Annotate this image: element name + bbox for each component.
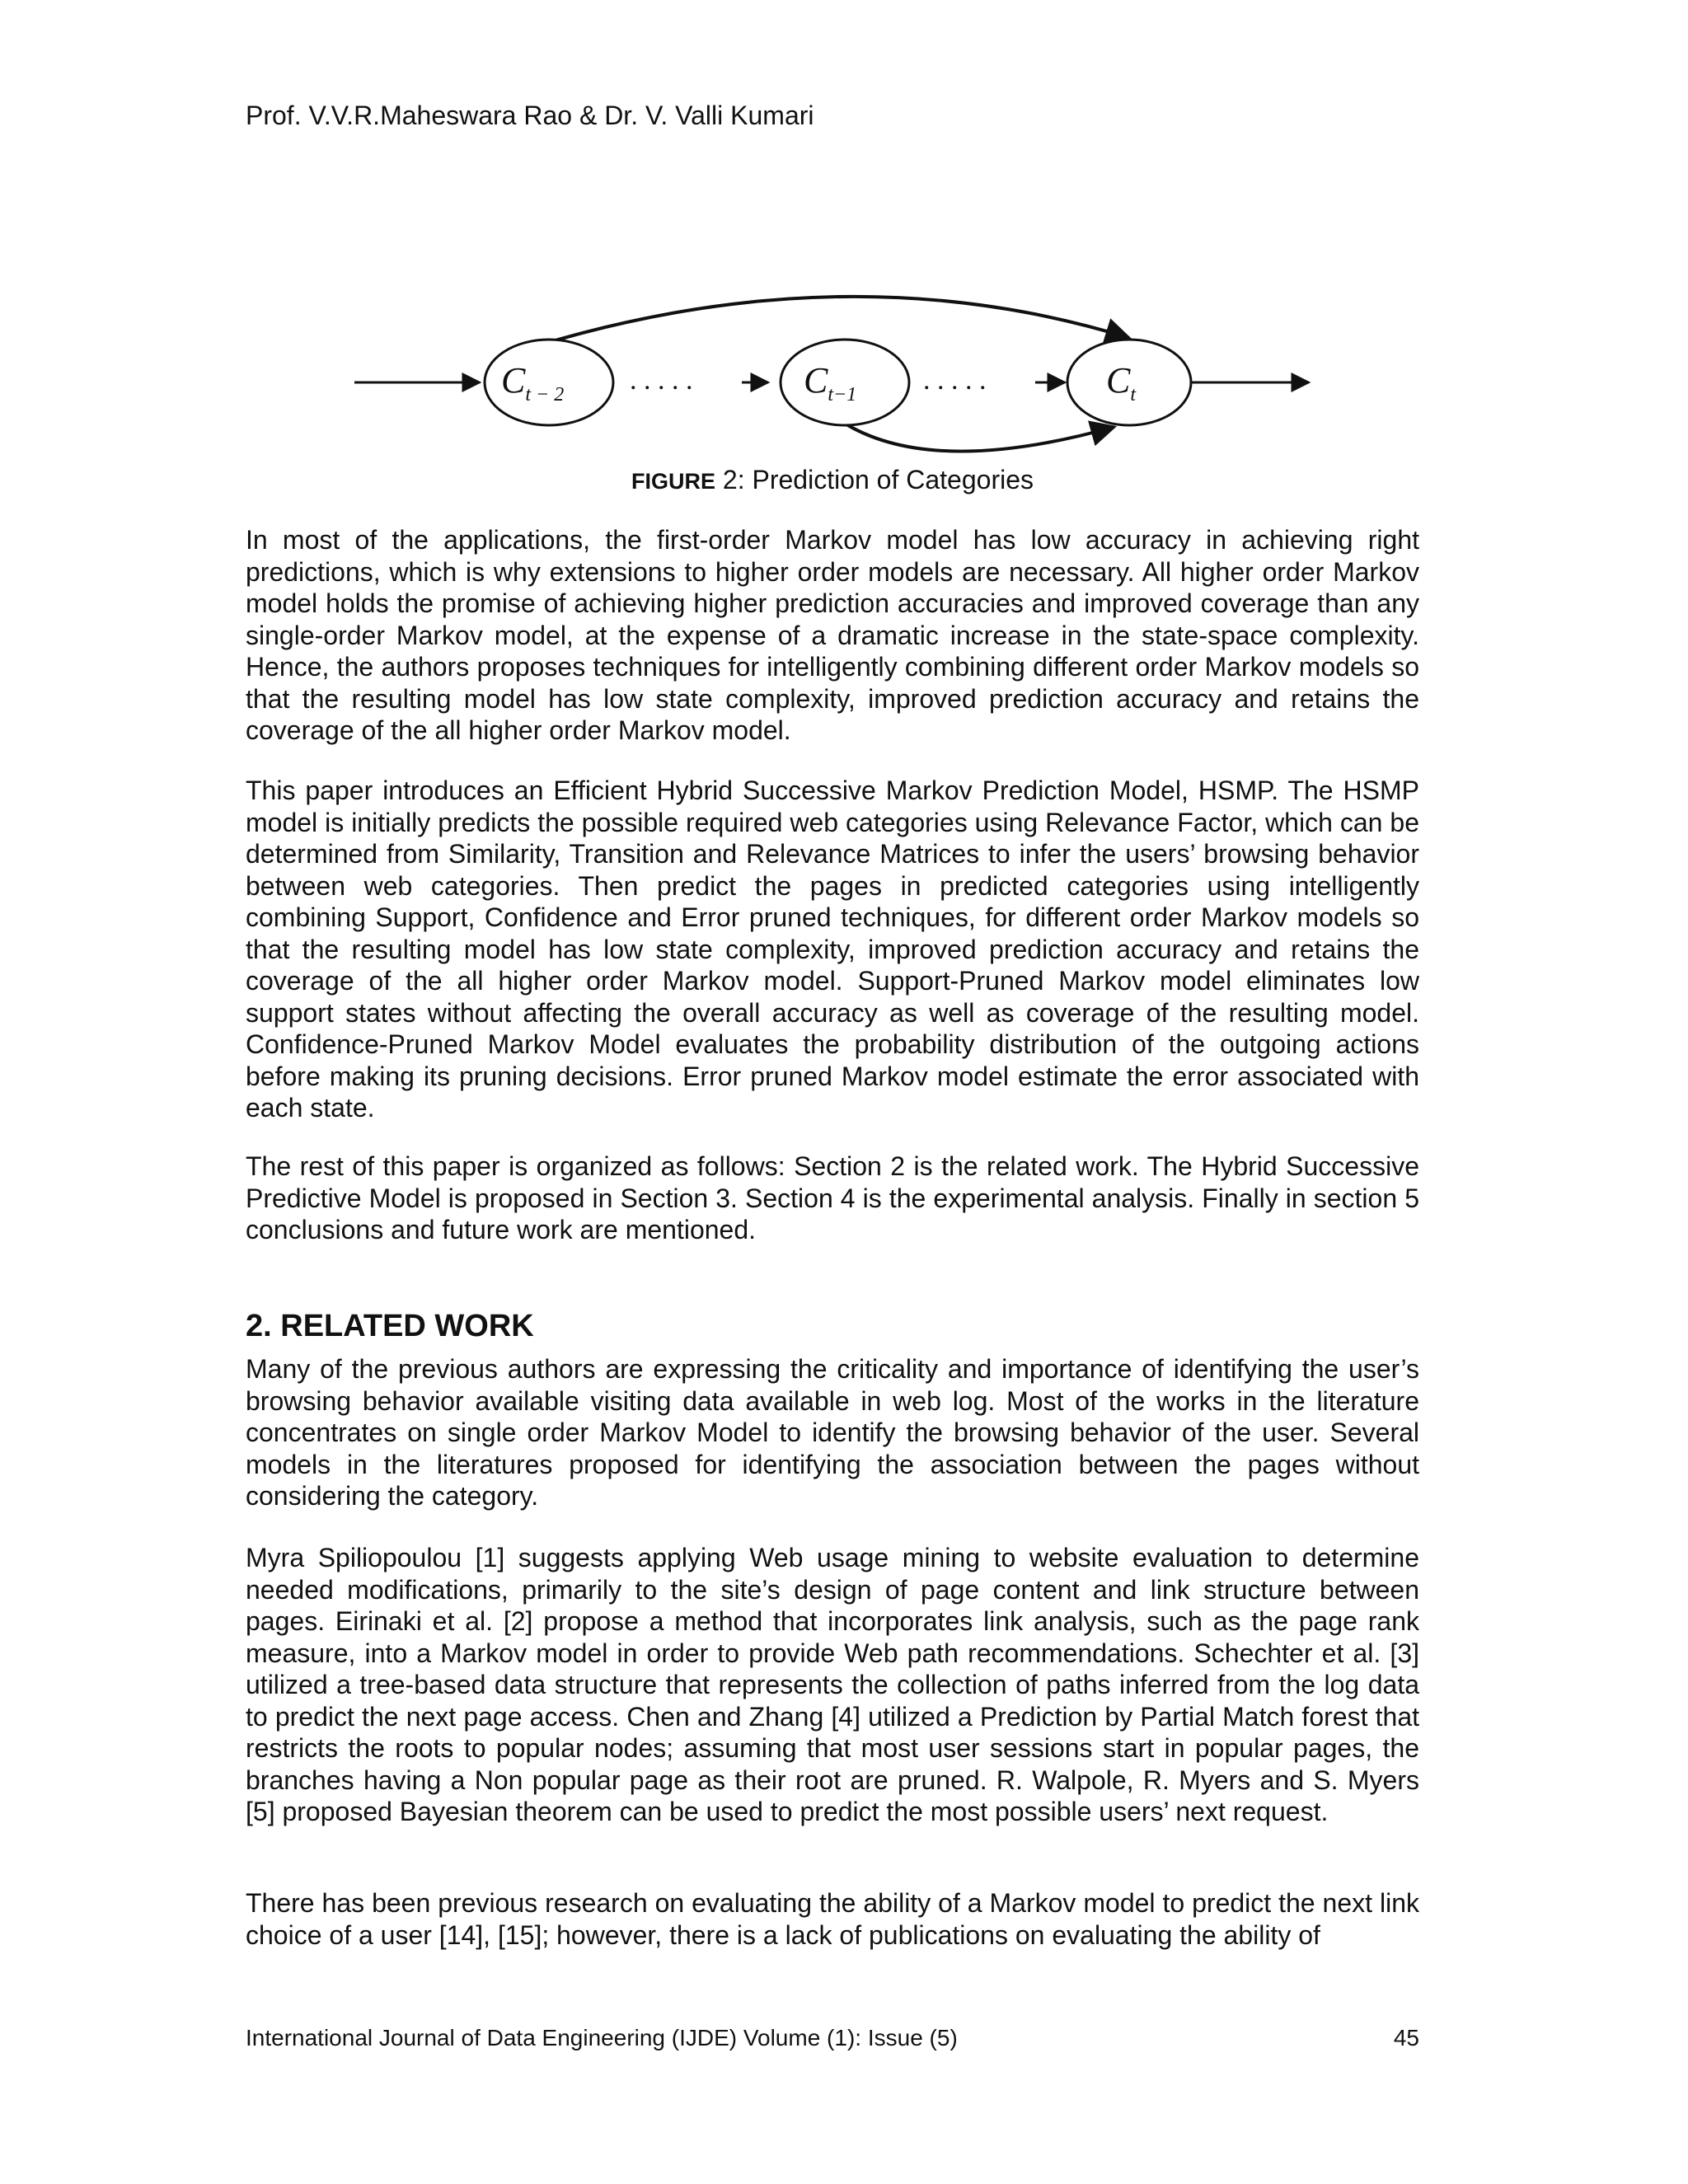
node-1-symbol: C (501, 360, 526, 401)
dots-connector-1: . . . . . (630, 365, 693, 396)
paragraph-previous-research: There has been previous research on evaluating the ability of a Markov model to predict the next link choice of a user [14], [15]; however, there is a lack of publications on evaluating the ability of (246, 1888, 1419, 1950)
node-2-subscript: t−1 (828, 384, 857, 405)
paragraph-paper-organization: The rest of this paper is organized as follows: Section 2 is the related work. The Hybrid Successive Predictive Model is proposed in Section 3. Section 4 is the experimental analysis. Finally in section 5 conclusions and future work are mentioned. (246, 1151, 1419, 1244)
arc-top (536, 297, 1129, 346)
paragraph-related-work-intro: Many of the previous authors are expressing the criticality and importance of identifying the user’s browsing behavior available visiting data available in web log. Most of the works in the literature concentrates on single order Markov Model to identify the browsing behavior of the user. Several models in the literatures proposed for identifying the association between the pages without considering the category. (246, 1354, 1419, 1511)
figure-caption-text: Prediction of Categories (752, 465, 1034, 494)
dots-connector-2: . . . . . (923, 365, 987, 396)
figure-caption-number: 2: (722, 465, 745, 494)
paragraph-first-order-markov: In most of the applications, the first-order Markov model has low accuracy in achieving right predictions, which is why extensions to higher order models are necessary. All higher order Markov model holds the promise of achieving higher prediction accuracies and improved coverage than any single-order Markov model, at the expense of a dramatic increase in the state-space complexity. Hence, the authors proposes techniques for intelligently combining different order Markov models so that the resulting model has low state complexity, improved prediction accuracy and retains the coverage of the all higher order Markov model. (246, 525, 1419, 745)
node-3-symbol: C (1106, 360, 1131, 401)
paragraph-hsmp-introduction: This paper introduces an Efficient Hybrid Successive Markov Prediction Model, HSMP. The HSMP model is initially predicts the possible required web categories using Relevance Factor, which can be determined from Similarity, Transition and Relevance Matrices to infer the users’ browsing behavior between web categories. Then predict the pages in predicted categories using intelligently combining Support, Confidence and Error pruned techniques, for different order Markov models so that the resulting model has low state complexity, improved prediction accuracy and retains the coverage of the all higher order Markov model. Support-Pruned Markov model eliminates low support states without affecting the overall accuracy as well as coverage of the resulting model. Confidence-Pruned Markov Model evaluates the probability distribution of the outgoing actions before making its pruning decisions. Error pruned Markov model estimate the error associated with each state. (246, 776, 1419, 1122)
footer-page-number: 45 (1393, 2025, 1419, 2050)
section-heading-related-work: 2. RELATED WORK (246, 1309, 534, 1343)
markov-chain-figure (354, 280, 1319, 470)
paragraph-related-work-citations: Myra Spiliopoulou [1] suggests applying Web usage mining to website evaluation to determine needed modifications, primarily to the site’s design of page content and link structure between pages. Eirinaki et al. [2] propose a method that incorporates link analysis, such as the page rank measure, into a Markov model in order to provide Web path recommendations. Schechter et al. [3] utilized a tree-based data structure that represents the collection of paths inferred from the log data to predict the next page access. Chen and Zhang [4] utilized a Prediction by Partial Match forest that restricts the roots to popular nodes; assuming that most user sessions start in popular pages, the branches having a Non popular page as their root are pruned. R. Walpole, R. Myers and S. Myers [5] proposed Bayesian theorem can be used to predict the most possible users’ next request. (246, 1543, 1419, 1826)
running-header-authors: Prof. V.V.R.Maheswara Rao & Dr. V. Valli Kumari (246, 101, 814, 130)
node-c-t-minus-1 (781, 340, 909, 425)
arc-bottom (842, 422, 1114, 452)
figure-caption (246, 463, 1419, 498)
markov-chain-diagram (354, 280, 1319, 470)
node-1-subscript: t − 2 (525, 384, 565, 405)
node-3-subscript: t (1130, 384, 1137, 405)
node-2-symbol: C (804, 360, 828, 401)
footer-journal: International Journal of Data Engineering (IJDE) Volume (1): Issue (5) (246, 2025, 958, 2050)
figure-caption-label: FIGURE (631, 469, 716, 494)
